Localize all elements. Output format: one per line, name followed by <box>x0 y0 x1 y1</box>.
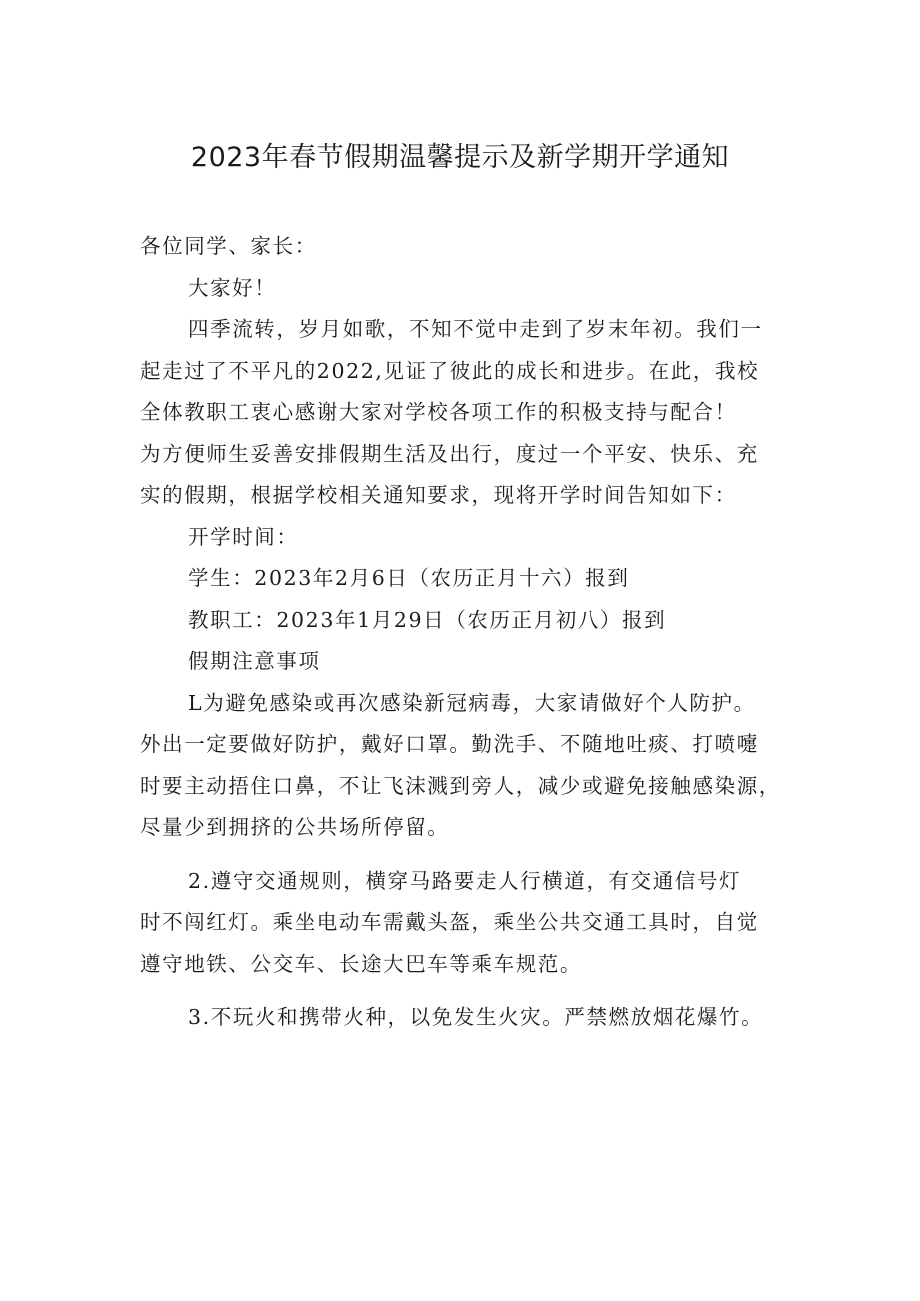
intro-line: 四季流转，岁月如歌，不知不觉中走到了岁末年初。我们一 <box>188 317 763 341</box>
document-title: 2023年春节假期温馨提示及新学期开学通知 <box>190 142 730 173</box>
intro-line: 为方便师生妥善安排假期生活及出行，度过一个平安、快乐、充 <box>140 441 759 466</box>
note-line: 外出一定要做好防护，戴好口罩。勤洗手、不随地吐痰、打喷嚏 <box>140 732 759 756</box>
greeting: 大家好！ <box>188 275 277 300</box>
note-item-3 <box>140 997 795 1039</box>
note-line: 3.不玩火和携带火种，以免发生火灾。严禁燃放烟花爆竹。 <box>188 1005 764 1029</box>
salutation: 各位同学、家长： <box>140 234 317 258</box>
document-body <box>140 226 795 1039</box>
staff-report-date: 教职工：2023年1月29日（农历正月初八）报到 <box>188 607 667 632</box>
note-line: 2.遵守交通规则，横穿马路要走人行横道，有交通信号灯 <box>188 868 742 893</box>
note-line: 时要主动捂住口鼻，不让飞沫溅到旁人，减少或避免接触感染源， <box>140 773 781 798</box>
note-line: L为避免感染或再次感染新冠病毒，大家请做好个人防护。 <box>188 690 756 715</box>
intro-paragraph <box>140 309 795 517</box>
intro-line: 全体教职工衷心感谢大家对学校各项工作的积极支持与配合！ <box>140 400 737 424</box>
note-item-2 <box>140 861 795 986</box>
student-report-date: 学生：2023年2月6日（农历正月十六）报到 <box>188 566 630 590</box>
note-line: 遵守地铁、公交车、长途大巴车等乘车规范。 <box>140 951 582 976</box>
note-line: 时不闯红灯。乘坐电动车需戴头盔，乘坐公共交通工具时，自觉 <box>140 910 759 934</box>
start-time-heading: 开学时间： <box>188 524 299 549</box>
notes-heading: 假期注意事项 <box>188 649 321 673</box>
intro-line: 起走过了不平凡的2022,见证了彼此的成长和进步。在此，我校 <box>140 358 760 383</box>
note-item-1 <box>140 683 795 849</box>
note-line: 尽量少到拥挤的公共场所停留。 <box>140 815 450 839</box>
intro-line: 实的假期，根据学校相关通知要求，现将开学时间告知如下： <box>140 483 737 507</box>
